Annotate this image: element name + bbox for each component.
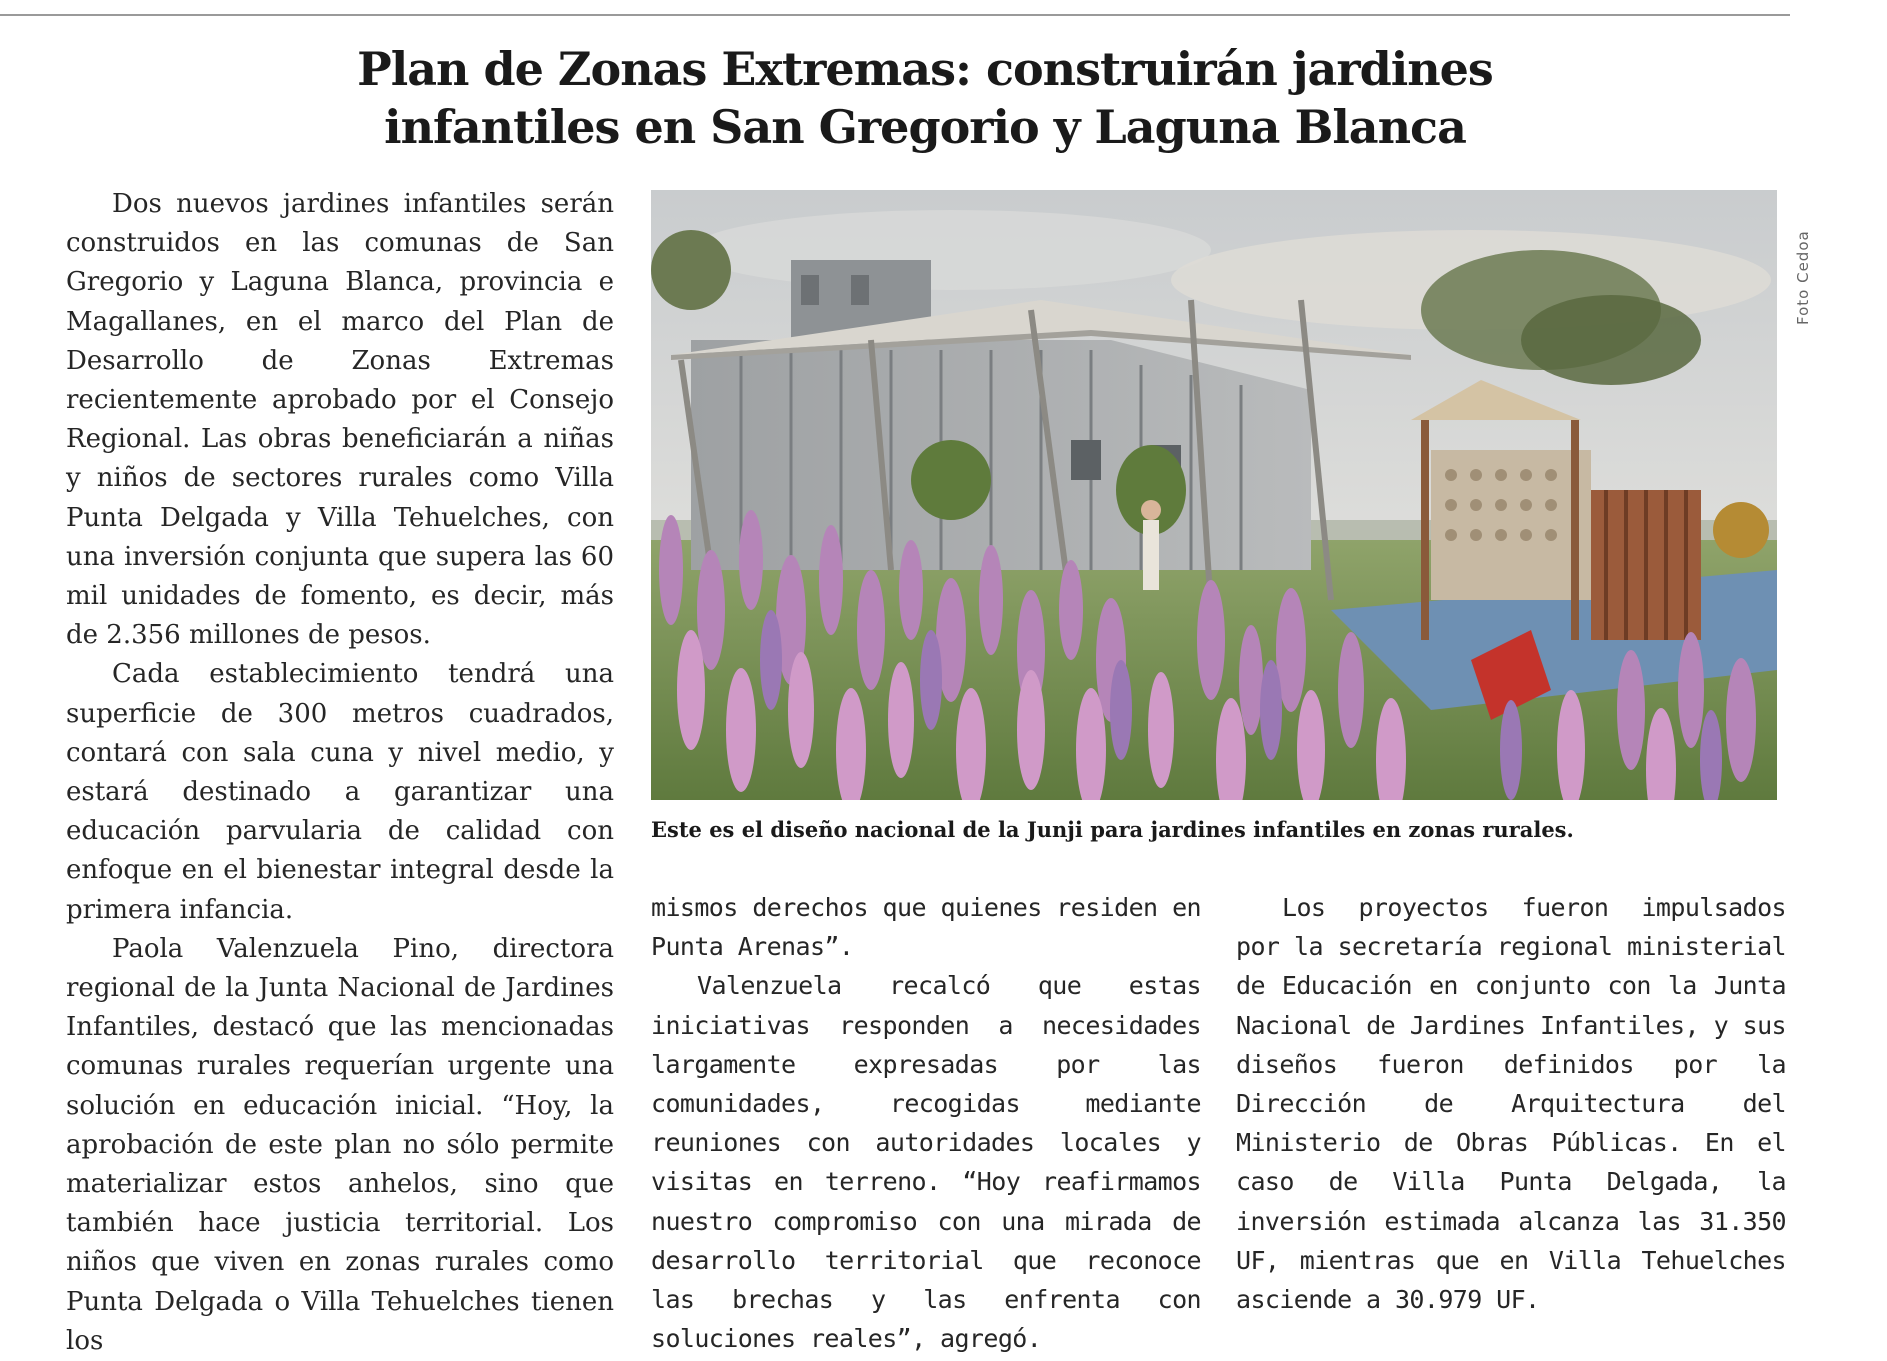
headline [250,40,1600,156]
headline-line-1: Plan de Zonas Extremas: construirán jardines [357,42,1493,96]
paragraph-5: Los proyectos fueron impulsados por la secretaría regional ministerial de Educación en conjunto con la Junta Nacional de Jardines Infantiles, y sus diseños fueron definidos por la Dirección de Arquitectura del Ministerio de Obras Públicas. En el caso de Villa Punta Delgada, la inversión estimada alcanza las 31.350 UF, mientras que en Villa Tehuelches asciende a 30.979 UF. [1236,893,1786,1315]
photo-credit: Foto Cedoa [1794,230,1812,325]
paragraph-1: Dos nuevos jardines infantiles serán construidos en las comunas de San Gregorio y Laguna Blanca, provincia e Magallanes, en el marco del Plan de Desarrollo de Zonas Extremas recientemente aprobado por el Consejo Regional. Las obras beneficiarán a niñas y niños de sectores rurales como Villa Punta Delgada y Villa Tehuelches, con una inversión conjunta que supera las 60 mil unidades de fomento, es decir, más de 2.356 millones de pesos. [66,189,614,651]
article-photo [651,190,1777,800]
paragraph-3: Paola Valenzuela Pino, directora regional de la Junta Nacional de Jardines Infantiles, destacó que las mencionadas comunas rurales requerían urgente una solución en educación inicial. “Hoy, la aprobación de este plan no sólo permite materializar estos anhelos, sino que también hace justicia territorial. Los niños que viven en zonas rurales como Punta Delgada o Villa Tehuelches tienen los [66,933,614,1356]
article-column-1 [66,185,614,1361]
photo-caption: Este es el diseño nacional de la Junji para jardines infantiles en zonas rurales. [651,817,1574,842]
paragraph-4: Valenzuela recalcó que estas iniciativas responden a necesidades largamente expresadas por las comunidades, recogidas mediante reuniones con autoridades locales y visitas en terreno. “Hoy reafirmamos nuestro compromiso con una mirada de desarrollo territorial que reconoce las brechas y las enfrenta con soluciones reales”, agregó. [651,971,1201,1354]
kindergarten-rendering-image [651,190,1777,800]
headline-line-2: infantiles en San Gregorio y Laguna Blanca [384,100,1466,154]
paragraph-2: Cada establecimiento tendrá una superficie de 300 metros cuadrados, contará con sala cuna y nivel medio, y estará destinado a garantizar una educación parvularia de calidad con enfoque en el bienestar integral desde la primera infancia. [66,659,614,925]
paragraph-3-continued: mismos derechos que quienes residen en Punta Arenas”. [651,893,1201,962]
article-column-3 [1236,888,1786,1319]
article-column-2 [651,888,1201,1358]
top-rule [0,14,1790,16]
